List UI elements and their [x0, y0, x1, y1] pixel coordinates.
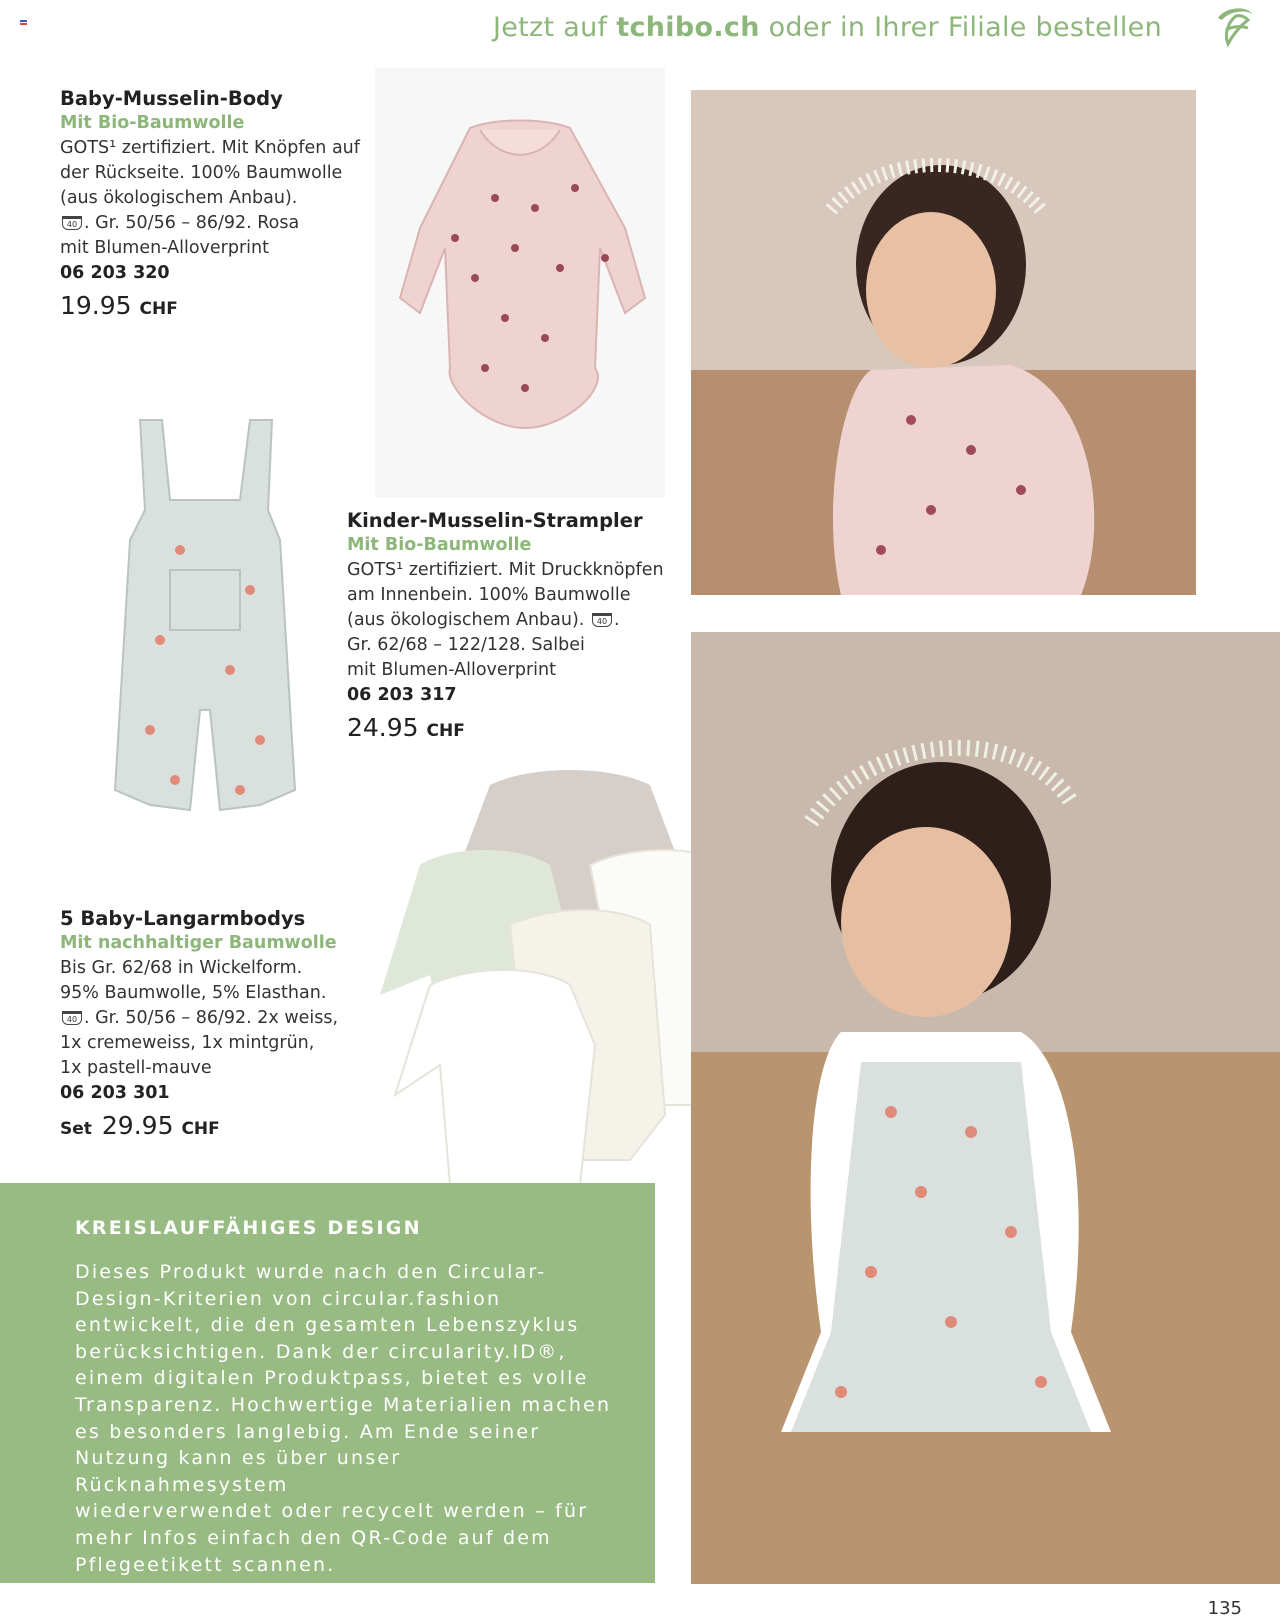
washing-40-icon: 40 — [592, 613, 612, 627]
article-number: 06 203 301 — [60, 1083, 170, 1103]
product-subtitle: Mit Bio-Baumwolle — [347, 535, 532, 555]
page-number: 135 — [1207, 1598, 1242, 1619]
circular-design-box — [0, 1183, 655, 1583]
product-baby-langarmbodys — [60, 906, 360, 1145]
product-description: GOTS¹ zertifiziert. Mit Druckknöpfen am Innenbein. 100% Baumwolle (aus ökologischem Anbau). 40 . Gr. 62/68 – 122/128. Salbei mit Blumen-Alloverprint — [347, 560, 664, 680]
product-name: Baby-Musselin-Body — [60, 87, 283, 110]
product-price: 24.95 CHF — [347, 713, 465, 742]
brand-link[interactable]: tchibo.ch — [616, 12, 760, 43]
tchibo-logo-icon[interactable] — [1212, 4, 1256, 48]
circular-design-title: KREISLAUFFÄHIGES DESIGN — [75, 1217, 422, 1239]
flag-icon — [20, 20, 27, 27]
strampler-image — [100, 410, 310, 840]
photo-girl-overall — [691, 632, 1280, 1584]
product-price: Set 29.95 CHF — [60, 1111, 220, 1140]
article-number: 06 203 320 — [60, 263, 170, 283]
product-kinder-musselin-strampler — [347, 508, 667, 747]
article-number: 06 203 317 — [347, 685, 457, 705]
washing-40-icon: 40 — [62, 216, 82, 230]
product-name: 5 Baby-Langarmbodys — [60, 907, 306, 930]
product-price: 19.95 CHF — [60, 291, 178, 320]
header-order-text: Jetzt auf tchibo.ch oder in Ihrer Filiale bestellen — [493, 12, 1162, 43]
circular-design-text: Dieses Produkt wurde nach den Circular- Design-Kriterien von circular.fashion entwickelt, die den gesamten Lebenszyklus berücksichtigen. Dank der circularity.ID®, einem digitalen Produktpass, bietet es volle Transparenz. Hochwertige Materialien machen es besonders langlebig. Am Ende seiner Nutzung kann es über unser Rücknahmesystem wiederverwendet oder recycelt werden – für mehr Infos einfach den QR-Code auf dem Pflegeetikett scannen. — [75, 1261, 612, 1576]
musselin-body-image — [375, 68, 665, 498]
washing-40-icon: 40 — [62, 1011, 82, 1025]
product-subtitle: Mit Bio-Baumwolle — [60, 113, 245, 133]
product-description: GOTS¹ zertifiziert. Mit Knöpfen auf der Rückseite. 100% Baumwolle (aus ökologischem Anbau). 40 . Gr. 50/56 – 86/92. Rosa mit Blumen-Alloverprint — [60, 138, 360, 258]
product-description: Bis Gr. 62/68 in Wickelform. 95% Baumwolle, 5% Elasthan. 40 . Gr. 50/56 – 86/92. 2x weiss, 1x cremeweiss, 1x mintgrün, 1x pastell-mauve — [60, 958, 339, 1078]
product-baby-musselin-body — [60, 86, 360, 325]
photo-girl-pink-body — [691, 90, 1196, 595]
product-subtitle: Mit nachhaltiger Baumwolle — [60, 933, 337, 953]
product-name: Kinder-Musselin-Strampler — [347, 509, 643, 532]
